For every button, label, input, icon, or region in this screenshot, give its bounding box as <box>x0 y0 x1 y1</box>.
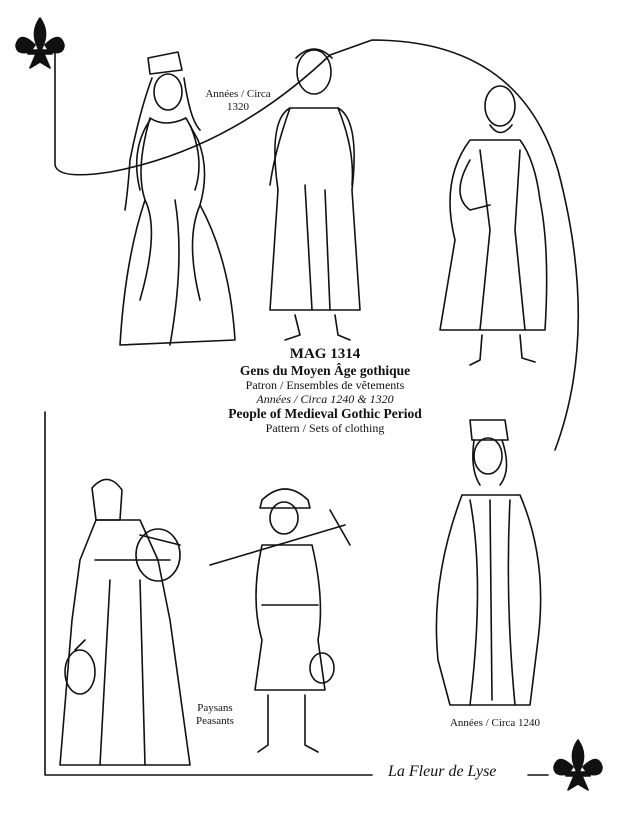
brand-name: La Fleur de Lyse <box>384 763 500 781</box>
figure-man-1320 <box>270 49 360 340</box>
title-block <box>175 346 475 436</box>
subtitle-fr: Patron / Ensembles de vêtements <box>245 377 405 392</box>
peasants-en: Peasants <box>196 714 234 727</box>
fleur-de-lis-icon <box>16 18 64 68</box>
title-fr: Gens du Moyen Âge gothique <box>239 363 411 379</box>
figure-woman-1240 <box>436 420 540 705</box>
pattern-code: MAG 1314 <box>289 346 361 362</box>
circa-year: 1320 <box>227 100 249 113</box>
circa-1240-label: Années / Circa 1240 <box>449 717 541 729</box>
fleur-de-lis-icon <box>554 740 602 790</box>
figure-man-cloak <box>440 86 547 365</box>
peasants-fr: Paysans <box>197 702 233 714</box>
circa-label-line: Années / Circa <box>205 88 271 100</box>
title-en: People of Medieval Gothic Period <box>228 406 422 422</box>
peasants-label <box>180 702 250 727</box>
subtitle-en: Pattern / Sets of clothing <box>265 420 385 435</box>
circa-1320-label <box>196 88 280 113</box>
figure-woman-jug <box>60 479 190 765</box>
years: Années / Circa 1240 & 1320 <box>256 391 394 406</box>
